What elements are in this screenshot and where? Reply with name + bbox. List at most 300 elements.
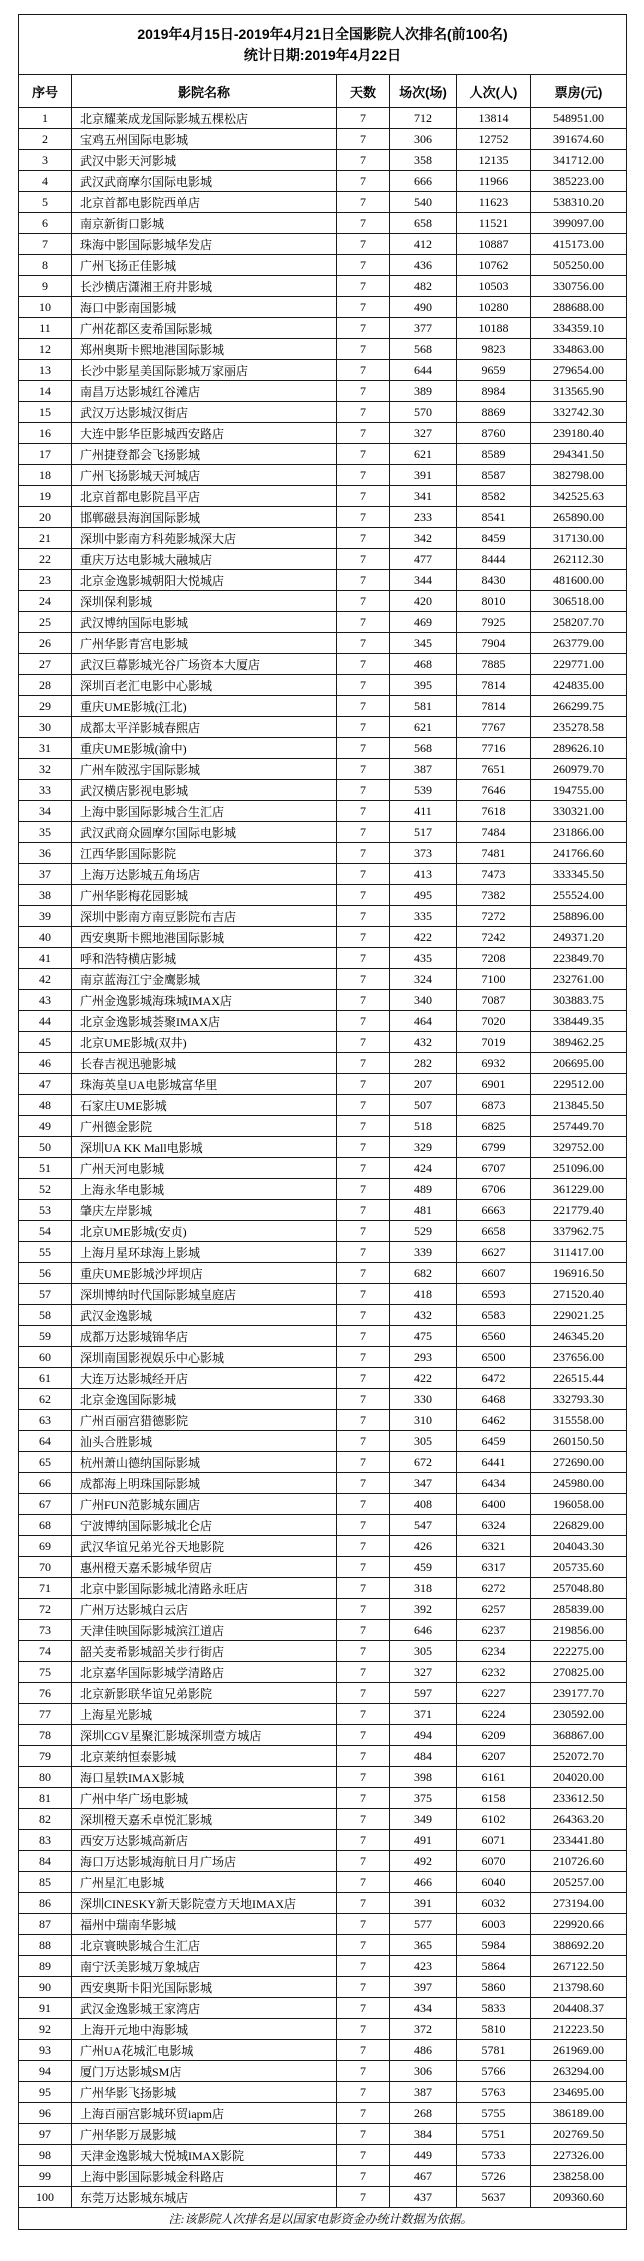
cell-rank: 48 <box>19 1095 72 1116</box>
cell-screenings: 345 <box>390 633 457 654</box>
cell-days: 7 <box>337 948 390 969</box>
cell-name: 广州FUN范影城东圃店 <box>72 1494 337 1515</box>
cell-boxoffice: 481600.00 <box>531 570 627 591</box>
cell-screenings: 310 <box>390 1410 457 1431</box>
cell-name: 广州星汇电影城 <box>72 1872 337 1893</box>
table-row <box>19 213 627 234</box>
cell-name: 天津佳映国际影城滨江道店 <box>72 1620 337 1641</box>
cell-admissions: 8984 <box>457 381 531 402</box>
table-row <box>19 234 627 255</box>
cell-screenings: 341 <box>390 486 457 507</box>
cell-name: 韶关麦希影城韶关步行街店 <box>72 1641 337 1662</box>
table-row <box>19 1011 627 1032</box>
cell-boxoffice: 267122.50 <box>531 1956 627 1977</box>
cell-screenings: 621 <box>390 717 457 738</box>
cell-rank: 41 <box>19 948 72 969</box>
cell-days: 7 <box>337 612 390 633</box>
table-row <box>19 1284 627 1305</box>
table-row <box>19 864 627 885</box>
cell-admissions: 5751 <box>457 2124 531 2145</box>
table-row <box>19 1977 627 1998</box>
cell-admissions: 7767 <box>457 717 531 738</box>
cell-admissions: 7481 <box>457 843 531 864</box>
cell-rank: 13 <box>19 360 72 381</box>
cell-name: 武汉中影天河影城 <box>72 150 337 171</box>
cell-rank: 65 <box>19 1452 72 1473</box>
cell-boxoffice: 251096.00 <box>531 1158 627 1179</box>
cell-days: 7 <box>337 465 390 486</box>
cell-rank: 45 <box>19 1032 72 1053</box>
table-row <box>19 822 627 843</box>
column-header-screenings: 场次(场) <box>390 75 457 108</box>
table-row <box>19 696 627 717</box>
cell-boxoffice: 258896.00 <box>531 906 627 927</box>
cell-days: 7 <box>337 1263 390 1284</box>
table-row <box>19 2124 627 2145</box>
cell-boxoffice: 334863.00 <box>531 339 627 360</box>
cell-boxoffice: 368867.00 <box>531 1725 627 1746</box>
cell-screenings: 547 <box>390 1515 457 1536</box>
cell-name: 呼和浩特横店影城 <box>72 948 337 969</box>
cell-boxoffice: 194755.00 <box>531 780 627 801</box>
cell-rank: 44 <box>19 1011 72 1032</box>
cell-rank: 18 <box>19 465 72 486</box>
cell-days: 7 <box>337 675 390 696</box>
cell-boxoffice: 424835.00 <box>531 675 627 696</box>
table-row <box>19 1788 627 1809</box>
cell-days: 7 <box>337 738 390 759</box>
cell-rank: 37 <box>19 864 72 885</box>
table-row <box>19 1578 627 1599</box>
cell-name: 广州万达影城白云店 <box>72 1599 337 1620</box>
cell-days: 7 <box>337 654 390 675</box>
cell-rank: 42 <box>19 969 72 990</box>
table-row <box>19 1389 627 1410</box>
cell-screenings: 418 <box>390 1284 457 1305</box>
cell-boxoffice: 548951.00 <box>531 108 627 129</box>
cell-name: 北京莱纳恒泰影城 <box>72 1746 337 1767</box>
table-row <box>19 1305 627 1326</box>
cell-days: 7 <box>337 549 390 570</box>
cell-days: 7 <box>337 1788 390 1809</box>
cell-days: 7 <box>337 1851 390 1872</box>
footnote-row <box>19 2208 627 2230</box>
table-row <box>19 1263 627 1284</box>
cell-rank: 59 <box>19 1326 72 1347</box>
table-row <box>19 1809 627 1830</box>
cell-screenings: 412 <box>390 234 457 255</box>
cell-screenings: 507 <box>390 1095 457 1116</box>
cell-days: 7 <box>337 1914 390 1935</box>
cell-screenings: 492 <box>390 1851 457 1872</box>
table-row <box>19 1158 627 1179</box>
cell-name: 深圳橙天嘉禾卓悦汇影城 <box>72 1809 337 1830</box>
cell-boxoffice: 315558.00 <box>531 1410 627 1431</box>
cell-rank: 50 <box>19 1137 72 1158</box>
cell-rank: 25 <box>19 612 72 633</box>
cell-screenings: 644 <box>390 360 457 381</box>
cell-screenings: 459 <box>390 1557 457 1578</box>
cell-admissions: 6071 <box>457 1830 531 1851</box>
table-row <box>19 1536 627 1557</box>
cell-screenings: 342 <box>390 528 457 549</box>
cell-rank: 82 <box>19 1809 72 1830</box>
cell-name: 珠海英皇UA电影城富华里 <box>72 1074 337 1095</box>
cell-admissions: 6232 <box>457 1662 531 1683</box>
cell-name: 大连中影华臣影城西安路店 <box>72 423 337 444</box>
cell-days: 7 <box>337 1746 390 1767</box>
cell-admissions: 8459 <box>457 528 531 549</box>
cell-admissions: 11521 <box>457 213 531 234</box>
cell-admissions: 7651 <box>457 759 531 780</box>
table-row <box>19 843 627 864</box>
cell-admissions: 6706 <box>457 1179 531 1200</box>
title-line-1: 2019年4月15日-2019年4月21日全国影院人次排名(前100名) <box>137 26 508 43</box>
cell-days: 7 <box>337 2019 390 2040</box>
table-row <box>19 549 627 570</box>
cell-admissions: 7242 <box>457 927 531 948</box>
cell-screenings: 568 <box>390 339 457 360</box>
cell-admissions: 7208 <box>457 948 531 969</box>
cell-boxoffice: 333345.50 <box>531 864 627 885</box>
cell-screenings: 318 <box>390 1578 457 1599</box>
cell-admissions: 11966 <box>457 171 531 192</box>
cell-boxoffice: 389462.25 <box>531 1032 627 1053</box>
cell-screenings: 387 <box>390 2082 457 2103</box>
table-row <box>19 948 627 969</box>
cell-admissions: 6237 <box>457 1620 531 1641</box>
cell-name: 武汉金逸影城 <box>72 1305 337 1326</box>
cell-screenings: 494 <box>390 1725 457 1746</box>
cell-days: 7 <box>337 1179 390 1200</box>
cell-rank: 24 <box>19 591 72 612</box>
cell-admissions: 6003 <box>457 1914 531 1935</box>
cell-screenings: 481 <box>390 1200 457 1221</box>
cell-name: 深圳UA KK Mall电影城 <box>72 1137 337 1158</box>
cell-name: 西安奥斯卡阳光国际影城 <box>72 1977 337 1998</box>
table-row <box>19 423 627 444</box>
cell-rank: 17 <box>19 444 72 465</box>
cell-admissions: 7814 <box>457 696 531 717</box>
cell-name: 深圳百老汇电影中心影城 <box>72 675 337 696</box>
cell-screenings: 426 <box>390 1536 457 1557</box>
cell-days: 7 <box>337 276 390 297</box>
cell-admissions: 6317 <box>457 1557 531 1578</box>
cell-rank: 77 <box>19 1704 72 1725</box>
cell-days: 7 <box>337 1620 390 1641</box>
cell-name: 南宁沃美影城万象城店 <box>72 1956 337 1977</box>
cell-screenings: 340 <box>390 990 457 1011</box>
cell-admissions: 6468 <box>457 1389 531 1410</box>
cell-boxoffice: 263779.00 <box>531 633 627 654</box>
cell-screenings: 435 <box>390 948 457 969</box>
cell-screenings: 344 <box>390 570 457 591</box>
cell-screenings: 672 <box>390 1452 457 1473</box>
table-row <box>19 1998 627 2019</box>
cell-rank: 80 <box>19 1767 72 1788</box>
cell-name: 广州华影梅花园影城 <box>72 885 337 906</box>
cell-admissions: 6627 <box>457 1242 531 1263</box>
cell-rank: 81 <box>19 1788 72 1809</box>
cell-rank: 84 <box>19 1851 72 1872</box>
cell-boxoffice: 223849.70 <box>531 948 627 969</box>
cell-boxoffice: 219856.00 <box>531 1620 627 1641</box>
cell-screenings: 432 <box>390 1032 457 1053</box>
cell-admissions: 7904 <box>457 633 531 654</box>
cell-admissions: 5984 <box>457 1935 531 1956</box>
cell-admissions: 8582 <box>457 486 531 507</box>
cell-screenings: 467 <box>390 2166 457 2187</box>
table-row <box>19 1074 627 1095</box>
cell-rank: 67 <box>19 1494 72 1515</box>
cell-screenings: 577 <box>390 1914 457 1935</box>
cell-rank: 70 <box>19 1557 72 1578</box>
cell-days: 7 <box>337 1809 390 1830</box>
cell-name: 北京嘉华国际影城学清路店 <box>72 1662 337 1683</box>
cell-name: 广州天河电影城 <box>72 1158 337 1179</box>
cell-rank: 95 <box>19 2082 72 2103</box>
cell-name: 上海万达影城五角场店 <box>72 864 337 885</box>
cell-admissions: 6324 <box>457 1515 531 1536</box>
cell-admissions: 8589 <box>457 444 531 465</box>
cell-screenings: 207 <box>390 1074 457 1095</box>
table-row <box>19 1683 627 1704</box>
cell-admissions: 5781 <box>457 2040 531 2061</box>
cell-screenings: 432 <box>390 1305 457 1326</box>
cell-admissions: 9823 <box>457 339 531 360</box>
table-row <box>19 1473 627 1494</box>
table-row <box>19 1515 627 1536</box>
cell-boxoffice: 202769.50 <box>531 2124 627 2145</box>
cinema-ranking-table <box>18 14 627 2230</box>
cell-days: 7 <box>337 2166 390 2187</box>
table-row <box>19 1053 627 1074</box>
cell-rank: 12 <box>19 339 72 360</box>
cell-boxoffice: 313565.90 <box>531 381 627 402</box>
cell-admissions: 6209 <box>457 1725 531 1746</box>
cell-days: 7 <box>337 2145 390 2166</box>
table-row <box>19 486 627 507</box>
cell-admissions: 12752 <box>457 129 531 150</box>
cell-name: 杭州萧山德纳国际影城 <box>72 1452 337 1473</box>
cell-rank: 32 <box>19 759 72 780</box>
cell-days: 7 <box>337 1095 390 1116</box>
cell-days: 7 <box>337 2040 390 2061</box>
cell-boxoffice: 261969.00 <box>531 2040 627 2061</box>
cell-days: 7 <box>337 360 390 381</box>
cell-days: 7 <box>337 1242 390 1263</box>
cell-boxoffice: 227326.00 <box>531 2145 627 2166</box>
cell-rank: 5 <box>19 192 72 213</box>
cell-boxoffice: 262112.30 <box>531 549 627 570</box>
cell-name: 广州百丽宫猎德影院 <box>72 1410 337 1431</box>
cell-name: 西安万达影城高新店 <box>72 1830 337 1851</box>
cell-boxoffice: 289626.10 <box>531 738 627 759</box>
cell-screenings: 413 <box>390 864 457 885</box>
cell-days: 7 <box>337 1137 390 1158</box>
table-row <box>19 1452 627 1473</box>
table-row <box>19 1368 627 1389</box>
cell-boxoffice: 234695.00 <box>531 2082 627 2103</box>
cell-admissions: 6158 <box>457 1788 531 1809</box>
cell-boxoffice: 222275.00 <box>531 1641 627 1662</box>
cell-days: 7 <box>337 1368 390 1389</box>
cell-rank: 90 <box>19 1977 72 1998</box>
cell-admissions: 8760 <box>457 423 531 444</box>
table-row <box>19 318 627 339</box>
table-row <box>19 171 627 192</box>
footnote: 注:该影院人次排名是以国家电影资金办统计数据为依据。 <box>19 2208 627 2230</box>
cell-name: 北京金逸影城朝阳大悦城店 <box>72 570 337 591</box>
cell-name: 东莞万达影城东城店 <box>72 2187 337 2208</box>
title-row <box>19 15 627 75</box>
cell-screenings: 597 <box>390 1683 457 1704</box>
table-row <box>19 381 627 402</box>
table-row <box>19 1851 627 1872</box>
cell-rank: 68 <box>19 1515 72 1536</box>
cell-name: 北京耀莱成龙国际影城五棵松店 <box>72 108 337 129</box>
column-header-admissions: 人次(人) <box>457 75 531 108</box>
table-row <box>19 1662 627 1683</box>
cell-days: 7 <box>337 1872 390 1893</box>
cell-boxoffice: 238258.00 <box>531 2166 627 2187</box>
table-row <box>19 1032 627 1053</box>
cell-admissions: 6459 <box>457 1431 531 1452</box>
table-row <box>19 2145 627 2166</box>
cell-screenings: 712 <box>390 108 457 129</box>
cell-boxoffice: 334359.10 <box>531 318 627 339</box>
cell-admissions: 7272 <box>457 906 531 927</box>
cell-admissions: 10887 <box>457 234 531 255</box>
cell-screenings: 349 <box>390 1809 457 1830</box>
cell-screenings: 365 <box>390 1935 457 1956</box>
cell-days: 7 <box>337 1452 390 1473</box>
cell-name: 深圳南国影视娱乐中心影城 <box>72 1347 337 1368</box>
table-row <box>19 129 627 150</box>
table-row <box>19 1431 627 1452</box>
cell-admissions: 7087 <box>457 990 531 1011</box>
cell-screenings: 449 <box>390 2145 457 2166</box>
cell-rank: 9 <box>19 276 72 297</box>
cell-days: 7 <box>337 906 390 927</box>
table-row <box>19 444 627 465</box>
cell-days: 7 <box>337 696 390 717</box>
cell-rank: 11 <box>19 318 72 339</box>
cell-name: 北京金逸国际影城 <box>72 1389 337 1410</box>
cell-rank: 61 <box>19 1368 72 1389</box>
table-row <box>19 927 627 948</box>
cell-name: 广州UA花城汇电影城 <box>72 2040 337 2061</box>
cell-screenings: 540 <box>390 192 457 213</box>
table-row <box>19 1935 627 1956</box>
table-row <box>19 1725 627 1746</box>
cell-boxoffice: 399097.00 <box>531 213 627 234</box>
cell-screenings: 395 <box>390 675 457 696</box>
cell-admissions: 6257 <box>457 1599 531 1620</box>
cell-days: 7 <box>337 591 390 612</box>
cell-rank: 40 <box>19 927 72 948</box>
cell-days: 7 <box>337 1347 390 1368</box>
table-row <box>19 507 627 528</box>
cell-admissions: 5810 <box>457 2019 531 2040</box>
cell-admissions: 6560 <box>457 1326 531 1347</box>
cell-admissions: 10503 <box>457 276 531 297</box>
cell-boxoffice: 505250.00 <box>531 255 627 276</box>
cell-screenings: 581 <box>390 696 457 717</box>
cell-admissions: 5726 <box>457 2166 531 2187</box>
cell-rank: 19 <box>19 486 72 507</box>
cell-rank: 4 <box>19 171 72 192</box>
cell-admissions: 6799 <box>457 1137 531 1158</box>
cell-admissions: 5864 <box>457 1956 531 1977</box>
cell-admissions: 6707 <box>457 1158 531 1179</box>
cell-days: 7 <box>337 2103 390 2124</box>
cell-admissions: 11623 <box>457 192 531 213</box>
cell-admissions: 5833 <box>457 1998 531 2019</box>
cell-admissions: 5763 <box>457 2082 531 2103</box>
cell-name: 北京首都电影院昌平店 <box>72 486 337 507</box>
cell-name: 广州飞扬影城天河城店 <box>72 465 337 486</box>
cell-admissions: 6825 <box>457 1116 531 1137</box>
cell-days: 7 <box>337 1284 390 1305</box>
cell-days: 7 <box>337 1830 390 1851</box>
cell-name: 北京首都电影院西单店 <box>72 192 337 213</box>
table-row <box>19 192 627 213</box>
cell-screenings: 327 <box>390 423 457 444</box>
cell-days: 7 <box>337 885 390 906</box>
cell-days: 7 <box>337 1725 390 1746</box>
cell-rank: 43 <box>19 990 72 1011</box>
cell-boxoffice: 330321.00 <box>531 801 627 822</box>
cell-name: 重庆万达电影城大融城店 <box>72 549 337 570</box>
cell-name: 广州华影万晟影城 <box>72 2124 337 2145</box>
cell-screenings: 518 <box>390 1116 457 1137</box>
table-row <box>19 297 627 318</box>
table-row <box>19 1116 627 1137</box>
cell-screenings: 621 <box>390 444 457 465</box>
cell-boxoffice: 204408.37 <box>531 1998 627 2019</box>
cell-admissions: 6032 <box>457 1893 531 1914</box>
cell-admissions: 6070 <box>457 1851 531 1872</box>
cell-boxoffice: 285839.00 <box>531 1599 627 1620</box>
cell-name: 宁波博纳国际影城北仑店 <box>72 1515 337 1536</box>
table-row <box>19 633 627 654</box>
cell-screenings: 490 <box>390 297 457 318</box>
cell-days: 7 <box>337 1998 390 2019</box>
cell-boxoffice: 226515.44 <box>531 1368 627 1389</box>
cell-boxoffice: 196916.50 <box>531 1263 627 1284</box>
cell-days: 7 <box>337 1473 390 1494</box>
table-row <box>19 339 627 360</box>
cell-screenings: 437 <box>390 2187 457 2208</box>
cell-name: 上海中影国际影城金科路店 <box>72 2166 337 2187</box>
table-row <box>19 360 627 381</box>
cell-days: 7 <box>337 1431 390 1452</box>
table-row <box>19 1830 627 1851</box>
cell-rank: 54 <box>19 1221 72 1242</box>
cell-days: 7 <box>337 507 390 528</box>
cell-boxoffice: 229771.00 <box>531 654 627 675</box>
cell-name: 广州捷登都会飞扬影城 <box>72 444 337 465</box>
table-row <box>19 255 627 276</box>
cell-boxoffice: 415173.00 <box>531 234 627 255</box>
cell-rank: 20 <box>19 507 72 528</box>
cell-admissions: 6227 <box>457 1683 531 1704</box>
cell-rank: 51 <box>19 1158 72 1179</box>
cell-screenings: 327 <box>390 1662 457 1683</box>
cell-rank: 39 <box>19 906 72 927</box>
cell-days: 7 <box>337 1200 390 1221</box>
